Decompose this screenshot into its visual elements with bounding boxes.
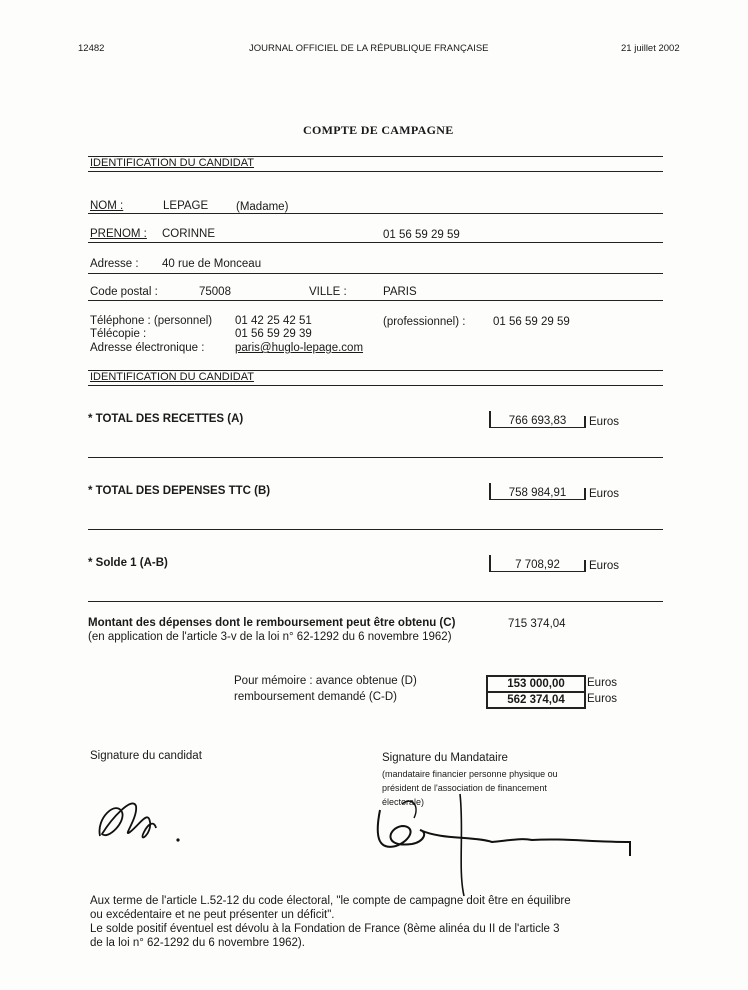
mandataire-note-3: électorale)	[382, 797, 425, 807]
prenom-value: CORINNE	[162, 228, 216, 240]
recettes-currency: Euros	[584, 416, 619, 428]
code-postal-label: Code postal :	[90, 286, 158, 298]
demande-label: remboursement demandé (C-D)	[234, 691, 397, 703]
journal-date: 21 juillet 2002	[621, 43, 680, 54]
demande-value: 562 374,04	[486, 691, 586, 709]
divider	[88, 171, 663, 172]
demande-currency: Euros	[587, 693, 618, 705]
divider	[88, 273, 663, 274]
recettes-value: 766 693,83	[489, 411, 584, 428]
remboursement-label: Montant des dépenses dont le remboursement peut être obtenu (C)	[88, 617, 456, 629]
code-postal-value: 75008	[199, 286, 231, 298]
footer-line-2: ou excédentaire et ne peut présenter un déficit".	[90, 909, 335, 921]
signature-candidat-label: Signature du candidat	[90, 750, 202, 762]
telecopie-value: 01 56 59 29 39	[235, 328, 312, 340]
ville-value: PARIS	[383, 286, 417, 298]
section-title-totals: IDENTIFICATION DU CANDIDAT	[90, 371, 254, 383]
depenses-value: 758 984,91	[489, 483, 584, 500]
divider	[88, 385, 663, 386]
divider	[88, 601, 663, 602]
divider	[88, 529, 663, 530]
telecopie-label: Télécopie :	[90, 328, 147, 340]
prenom-phone: 01 56 59 29 59	[383, 229, 460, 241]
solde-currency: Euros	[584, 560, 619, 572]
mandataire-signature-icon	[372, 790, 638, 900]
footer-line-4: de la loi n° 62-1292 du 6 novembre 1962).	[90, 937, 305, 949]
divider	[88, 242, 663, 243]
avance-currency: Euros	[587, 677, 618, 689]
depenses-currency: Euros	[584, 488, 619, 500]
solde-label: * Solde 1 (A-B)	[88, 557, 168, 569]
ville-label: VILLE :	[309, 286, 347, 298]
document-title: COMPTE DE CAMPAGNE	[303, 123, 454, 137]
avance-label: Pour mémoire : avance obtenue (D)	[234, 675, 417, 687]
footer-line-1: Aux terme de l'article L.52-12 du code électoral, "le compte de campagne doit être en équilibre	[90, 895, 571, 907]
nom-value: LEPAGE	[163, 200, 209, 212]
email-value: paris@huglo-lepage.com	[235, 342, 364, 354]
recettes-label: * TOTAL DES RECETTES (A)	[88, 413, 244, 425]
civilite-value: (Madame)	[236, 201, 289, 213]
email-label: Adresse électronique :	[90, 342, 205, 354]
tel-pro-value: 01 56 59 29 59	[493, 316, 570, 328]
divider	[88, 457, 663, 458]
adresse-label: Adresse :	[90, 258, 139, 270]
nom-label: NOM :	[90, 200, 124, 212]
candidate-signature-icon	[92, 788, 192, 858]
mandataire-note-2: président de l'association de financement	[382, 783, 547, 793]
solde-value: 7 708,92	[489, 555, 584, 572]
mandataire-note-1: (mandataire financier personne physique ou	[382, 769, 558, 779]
depenses-label: * TOTAL DES DEPENSES TTC (B)	[88, 485, 271, 497]
divider	[88, 213, 663, 214]
footer-line-3: Le solde positif éventuel est dévolu à la Fondation de France (8ème alinéa du II de l'article 3	[90, 923, 560, 935]
tel-pro-label: (professionnel) :	[383, 316, 466, 328]
prenom-label: PRENOM :	[90, 228, 147, 240]
adresse-value: 40 rue de Monceau	[162, 258, 262, 270]
avance-value: 153 000,00	[486, 675, 586, 693]
tel-perso-label: Téléphone : (personnel)	[90, 315, 213, 327]
page-number: 12482	[78, 43, 105, 54]
divider	[88, 300, 663, 301]
journal-title: JOURNAL OFFICIEL DE LA RÉPUBLIQUE FRANÇAISE	[249, 43, 489, 54]
signature-mandataire-label: Signature du Mandataire	[382, 752, 508, 764]
remboursement-value: 715 374,04	[508, 618, 566, 630]
remboursement-sub: (en application de l'article 3-v de la loi n° 62-1292 du 6 novembre 1962)	[88, 631, 452, 643]
tel-perso-value: 01 42 25 42 51	[235, 315, 312, 327]
section-title-identification: IDENTIFICATION DU CANDIDAT	[90, 157, 254, 169]
